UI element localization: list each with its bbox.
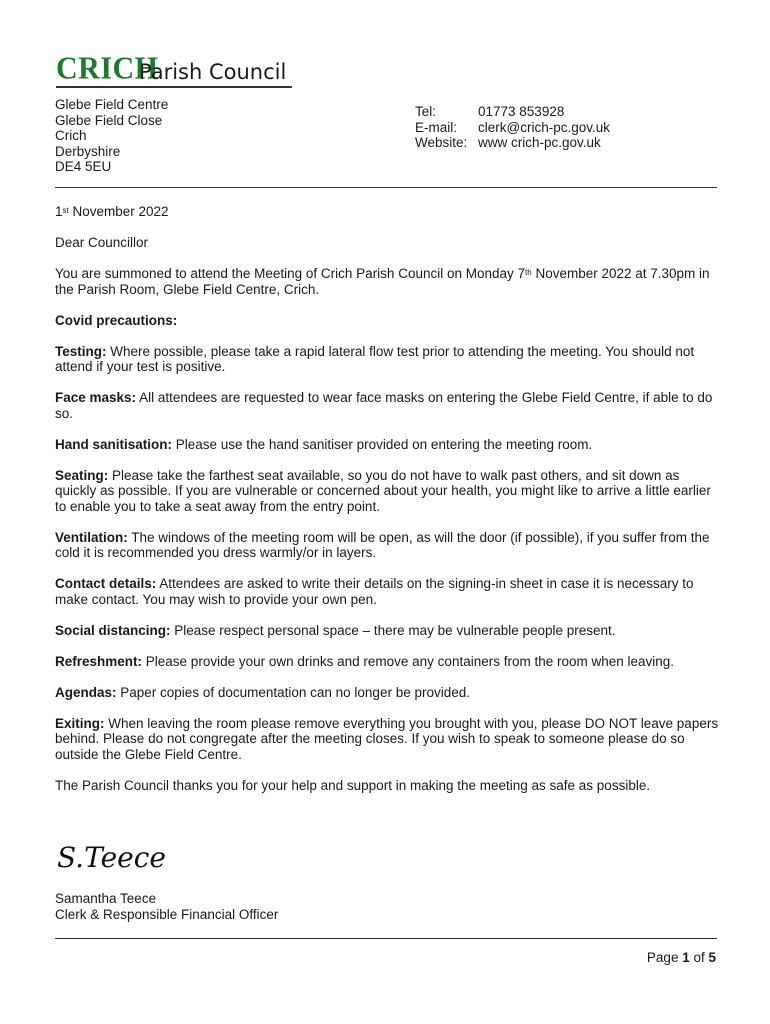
address-line: Derbyshire: [55, 143, 121, 159]
signer-block: [55, 891, 278, 922]
contact-label: E-mail:: [415, 119, 458, 135]
page-number: Page 1 of 5: [646, 950, 716, 965]
logo-underline: [56, 86, 292, 88]
signer-name: Samantha Teece: [55, 891, 157, 906]
handwritten-signature: [55, 837, 195, 877]
letter-body: [55, 204, 720, 809]
address-line: Crich: [55, 128, 87, 143]
summons-paragraph: You are summoned to attend the Meeting of Crich Parish Council on Monday 7th November 2022 at 7.30pm in the Parish Room, Glebe Field Centre, Crich.: [55, 266, 710, 297]
address-block: [55, 97, 168, 175]
logo-word: Parish Council: [139, 60, 287, 84]
contact-row-website: [415, 135, 610, 151]
precaution-hand-sanitisation: Hand sanitisation: Please use the hand sanitiser provided on entering the meeting room.: [55, 436, 593, 452]
precaution-seating: Seating: Please take the farthest seat available, so you do not have to walk past others, and sit down as quickly as possible. If you are vulnerable or concerned about your health, you might like to arrive a little earlier to enable you to take a seat away from the entry point.: [55, 467, 711, 514]
precaution-contact-details: Contact details: Attendees are asked to write their details on the signing-in sheet in case it is necessary to make contact. You may wish to provide your own pen.: [55, 576, 694, 607]
contact-label: Website:: [415, 135, 468, 150]
contact-block: [415, 104, 610, 151]
precaution-agendas: Agendas: Paper copies of documentation can no longer be provided.: [55, 684, 471, 700]
address-line: Glebe Field Centre: [55, 97, 169, 112]
contact-row-email: [415, 120, 610, 136]
letter-date: 1st November 2022: [55, 204, 169, 219]
contact-value: clerk@crich-pc.gov.uk: [478, 119, 610, 135]
contact-value: 01773 853928: [478, 104, 565, 119]
salutation: Dear Councillor: [55, 235, 149, 250]
precaution-exiting: Exiting: When leaving the room please remove everything you brought with you, please DO NOT leave papers behind. Please do not congregate after the meeting closes. If you wish to speak to someone please do so outside the Glebe Field Centre.: [55, 715, 719, 762]
covid-heading: Covid precautions:: [55, 312, 178, 328]
closing-paragraph: The Parish Council thanks you for your help and support in making the meeting as safe as possible.: [55, 777, 651, 793]
contact-row-tel: [415, 104, 610, 120]
contact-label: Tel:: [415, 104, 437, 119]
council-logo: [56, 50, 292, 90]
address-line: DE4 5EU: [55, 159, 112, 174]
precaution-refreshment: Refreshment: Please provide your own drinks and remove any containers from the room when leaving.: [55, 653, 675, 669]
header-divider: [55, 187, 717, 188]
precaution-social-distancing: Social distancing: Please respect personal space – there may be vulnerable people present.: [55, 622, 616, 638]
signature-text: S.Teece: [57, 841, 166, 874]
precaution-ventilation: Ventilation: The windows of the meeting room will be open, as will the door (if possible), if you suffer from the cold it is recommended you dress warmly/or in layers.: [55, 529, 710, 560]
contact-value: www crich-pc.gov.uk: [478, 135, 601, 150]
precaution-face-masks: Face masks: All attendees are requested to wear face masks on entering the Glebe Field Centre, if able to do so.: [55, 390, 713, 421]
signer-title: Clerk & Responsible Financial Officer: [55, 906, 279, 922]
logo-mark: CRICH: [56, 51, 159, 86]
address-line: Glebe Field Close: [55, 112, 163, 128]
footer-divider: [55, 938, 717, 939]
precaution-testing: Testing: Where possible, please take a rapid lateral flow test prior to attending the meeting. You should not attend if your test is positive.: [55, 343, 695, 374]
